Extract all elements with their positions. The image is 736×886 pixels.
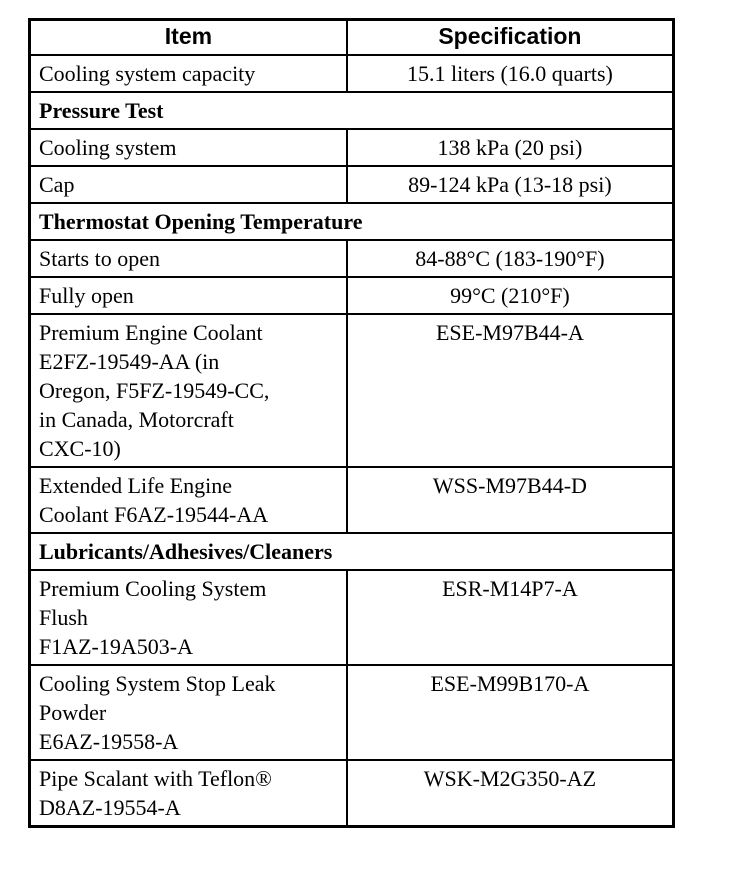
item-cell [30, 760, 347, 827]
specification-table [28, 18, 675, 828]
item-cell [30, 55, 347, 92]
item-text-line: Premium Cooling System [39, 576, 267, 601]
table-row [30, 760, 674, 827]
table-body [30, 55, 674, 827]
table-row [30, 277, 674, 314]
item-cell [30, 166, 347, 203]
item-cell [30, 570, 347, 665]
specification-cell: 89-124 kPa (13-18 psi) [347, 166, 674, 203]
item-text-line: Cap [39, 172, 75, 197]
item-cell [30, 240, 347, 277]
section-heading: Thermostat Opening Temperature [30, 203, 674, 240]
item-cell [30, 665, 347, 760]
item-text-line: in Canada, Motorcraft [39, 407, 234, 432]
item-text-line: Coolant F6AZ-19544-AA [39, 502, 269, 527]
table-header [30, 20, 674, 56]
table-row [30, 240, 674, 277]
item-text-line: E2FZ-19549-AA (in [39, 349, 220, 374]
item-cell [30, 314, 347, 467]
table-row [30, 55, 674, 92]
item-text-line: Fully open [39, 283, 134, 308]
table-row [30, 166, 674, 203]
item-text-line: Cooling system [39, 135, 177, 160]
specification-cell: ESE-M99B170-A [347, 665, 674, 760]
column-header-item: Item [30, 20, 347, 56]
table-row [30, 129, 674, 166]
item-text-line: Powder [39, 700, 107, 725]
item-text-line: CXC-10) [39, 436, 121, 461]
section-heading: Pressure Test [30, 92, 674, 129]
item-text-line: Flush [39, 605, 88, 630]
table-row [30, 570, 674, 665]
item-text-line: E6AZ-19558-A [39, 729, 179, 754]
specification-cell: WSK-M2G350-AZ [347, 760, 674, 827]
specification-cell: 99°C (210°F) [347, 277, 674, 314]
section-row [30, 203, 674, 240]
specification-cell: WSS-M97B44-D [347, 467, 674, 533]
item-text-line: Oregon, F5FZ-19549-CC, [39, 378, 270, 403]
item-text-line: D8AZ-19554-A [39, 795, 181, 820]
specification-cell: 15.1 liters (16.0 quarts) [347, 55, 674, 92]
table-row [30, 467, 674, 533]
header-row [30, 20, 674, 56]
specification-cell: ESR-M14P7-A [347, 570, 674, 665]
section-row [30, 92, 674, 129]
item-cell [30, 129, 347, 166]
column-header-specification: Specification [347, 20, 674, 56]
item-cell [30, 467, 347, 533]
item-text-line: F1AZ-19A503-A [39, 634, 193, 659]
table-row [30, 314, 674, 467]
specification-cell: ESE-M97B44-A [347, 314, 674, 467]
section-row [30, 533, 674, 570]
section-heading: Lubricants/Adhesives/Cleaners [30, 533, 674, 570]
item-text-line: Pipe Scalant with Teflon® [39, 766, 272, 791]
item-text-line: Cooling system capacity [39, 61, 256, 86]
specification-cell: 138 kPa (20 psi) [347, 129, 674, 166]
item-text-line: Extended Life Engine [39, 473, 233, 498]
item-cell [30, 277, 347, 314]
item-text-line: Cooling System Stop Leak [39, 671, 276, 696]
specification-cell: 84-88°C (183-190°F) [347, 240, 674, 277]
item-text-line: Premium Engine Coolant [39, 320, 263, 345]
item-text-line: Starts to open [39, 246, 160, 271]
table-row [30, 665, 674, 760]
